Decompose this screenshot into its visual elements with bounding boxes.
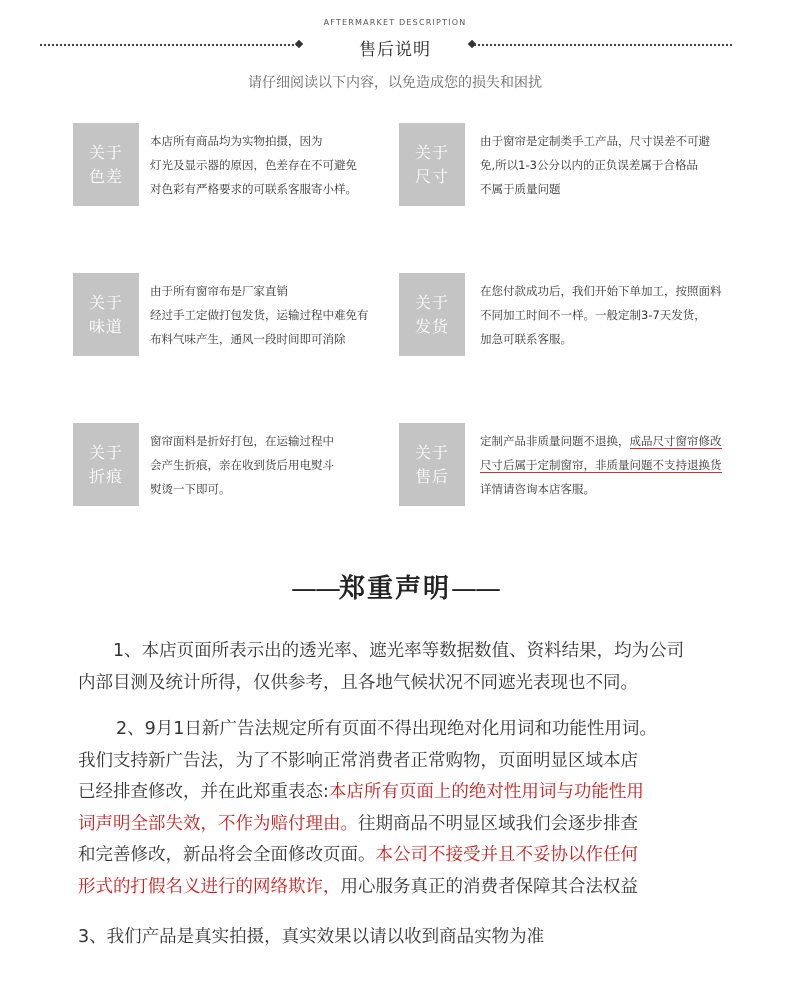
card-creases-text: [150, 429, 395, 501]
card-text: 定制产品非质量问题不退换，: [480, 434, 630, 448]
tag-creases: [73, 423, 139, 506]
eyebrow-text: AFTERMARKET DESCRIPTION: [323, 18, 467, 27]
tag-smell: [73, 273, 139, 356]
highlight-text: 词声明全部失效，不作为赔付理由。: [78, 813, 358, 834]
tag-line1: 关于: [88, 442, 123, 462]
right-dotted-divider: [474, 44, 732, 46]
tag-after-sales: [399, 423, 465, 506]
card-line: 会产生折痕，亲在收到货后用电熨斗: [150, 458, 334, 472]
card-line: 灯光及显示器的原因，色差存在不可避免: [150, 158, 357, 172]
statement-title-text: 郑重声明: [338, 574, 451, 604]
highlight-text: 形式的打假名义进行的网络欺诈，: [78, 876, 341, 897]
card-line: [480, 429, 725, 453]
card-smell-text: [150, 279, 395, 351]
underlined-text: 尺寸后属于定制窗帘，: [480, 458, 595, 472]
card-line: 对色彩有严格要求的可联系客服寄小样。: [150, 182, 357, 196]
highlight-text: 本公司不接受并且不妥协以作任何: [375, 845, 638, 865]
card-line: 本店所有商品均为实物拍摄，因为: [150, 134, 323, 148]
highlight-text: 本店所有页面上的绝对性用词与功能性用: [328, 782, 644, 802]
tag-line2: 色差: [88, 166, 123, 186]
paragraph-line: 我们支持新广告法，为了不影响正常消费者正常购物，页面明显区域本店: [78, 750, 638, 771]
paragraph-line: [78, 809, 738, 841]
tag-line1: 关于: [414, 142, 449, 162]
statement-title: [0, 568, 790, 605]
tag-line2: 味道: [88, 316, 123, 336]
paragraph-text: 已经排查修改，并在此郑重表态:: [78, 782, 329, 802]
card-line: 不同加工时间不一样。一般定制3-7天发货，: [480, 308, 706, 322]
statement-paragraph-3: 3、我们产品是真实拍摄，真实效果以请以收到商品实物为准: [78, 927, 545, 947]
underlined-text: 成品尺寸窗帘修改: [629, 434, 722, 448]
paragraph-text: 往期商品不明显区域我们会逐步排查: [358, 813, 638, 834]
card-line: 加急可联系客服。: [480, 332, 572, 346]
card-line: 布料气味产生，通风一段时间即可消除: [150, 332, 346, 346]
paragraph-line: [78, 840, 738, 872]
card-after-sales-text: [480, 429, 725, 501]
statement-paragraph-1: [78, 636, 738, 699]
tag-size: [399, 123, 465, 206]
tag-line2: 尺寸: [414, 166, 449, 186]
page-title: 售后说明: [359, 40, 431, 60]
card-color-difference-text: [150, 129, 395, 201]
tag-line2: 折痕: [88, 466, 123, 486]
paragraph-line: [78, 777, 738, 809]
paragraph-text: 和完善修改，新品将会全面修改页面。: [78, 845, 376, 865]
tag-shipping: [399, 273, 465, 356]
card-line: 不属于质量问题: [480, 182, 561, 196]
underlined-text: 非质量问题不支持退换货: [595, 458, 722, 472]
card-line: 熨烫一下即可。: [150, 482, 231, 496]
tag-line2: 发货: [414, 316, 449, 336]
card-shipping-text: [480, 279, 725, 351]
title-dash-left: ——: [290, 574, 339, 604]
card-line: 经过手工定做打包发货，运输过程中难免有: [150, 308, 369, 322]
tag-line1: 关于: [414, 292, 449, 312]
tag-line2: 售后: [414, 466, 449, 486]
tag-line1: 关于: [88, 292, 123, 312]
statement-paragraph-2: [78, 714, 738, 903]
tag-color-difference: [73, 123, 139, 206]
paragraph-line: 内部目测及统计所得，仅供参考，且各地气候状况不同遮光表现也不同。: [78, 672, 638, 693]
card-line: 详情请咨询本店客服。: [480, 482, 595, 496]
page-subtitle: 请仔细阅读以下内容，以免造成您的损失和困扰: [248, 75, 542, 91]
card-line: 由于所有窗帘布是厂家直销: [150, 284, 288, 298]
card-line: 窗帘面料是折好打包，在运输过程中: [150, 434, 334, 448]
paragraph-line: [78, 872, 738, 904]
card-line: 由于窗帘是定制类手工产品，尺寸误差不可避: [480, 134, 710, 148]
paragraph-line: 1、本店页面所表示出的透光率、遮光率等数据数值、资料结果，均为公司: [113, 641, 685, 661]
card-line: [480, 453, 725, 477]
tag-line1: 关于: [414, 442, 449, 462]
card-size-text: [480, 129, 725, 201]
paragraph-line: 2、9月1日新广告法规定所有页面不得出现绝对化用词和功能性用词。: [116, 719, 657, 739]
title-dash-right: ——: [451, 574, 499, 604]
tag-line1: 关于: [88, 142, 123, 162]
card-line: 免,所以1-3公分以内的正负误差属于合格品: [480, 158, 698, 172]
paragraph-text: 用心服务真正的消费者保障其合法权益: [340, 876, 638, 897]
card-line: 在您付款成功后，我们开始下单加工，按照面料: [480, 284, 722, 298]
